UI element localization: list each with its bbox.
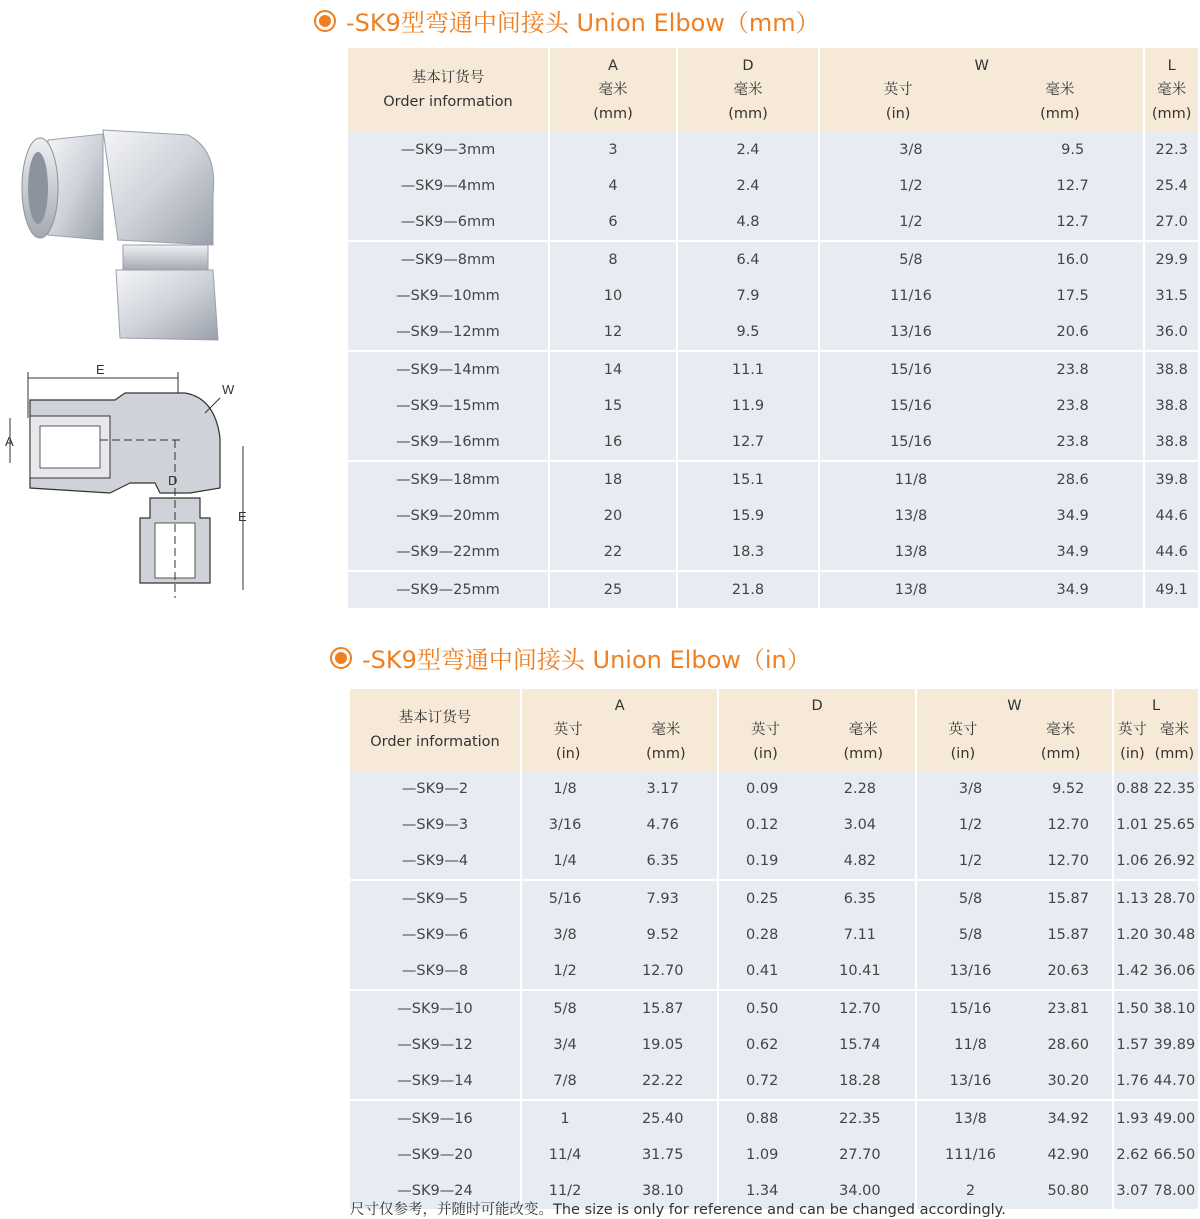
table-row <box>348 571 1198 608</box>
cell-d-in: 0.72 <box>718 1063 805 1100</box>
cell-d-in: 0.25 <box>718 880 805 917</box>
cell-l: 49.1 <box>1144 571 1198 608</box>
col-l-header: L 英寸 (in) 毫米 (mm) <box>1113 689 1198 771</box>
cell-a-mm: 38.10 <box>608 1173 718 1209</box>
cell-a-in: 3/16 <box>521 807 608 843</box>
cell-code: —SK9—14 <box>350 1063 521 1100</box>
cell-w-mm: 23.81 <box>1024 990 1113 1027</box>
table-row <box>348 424 1198 461</box>
cell-d-in: 0.41 <box>718 953 805 990</box>
cell-code: —SK9—16mm <box>348 424 549 461</box>
cell-a: 18 <box>549 461 677 498</box>
cell-w-mm: 42.90 <box>1024 1137 1113 1173</box>
cell-w-mm: 28.60 <box>1024 1027 1113 1063</box>
cell-a-in: 1/8 <box>521 771 608 807</box>
cell-a: 16 <box>549 424 677 461</box>
union-elbow-dimension-drawing <box>0 358 262 603</box>
cell-d: 11.9 <box>677 388 819 424</box>
cell-d: 18.3 <box>677 534 819 571</box>
cell-a: 3 <box>549 132 677 168</box>
in-section-title-text: -SK9型弯通中间接头 Union Elbow（in） <box>362 646 811 674</box>
col-a-header: A 英寸 (in) 毫米 (mm) <box>521 689 718 771</box>
cell-d-in: 0.19 <box>718 843 805 880</box>
cell-a-mm: 15.87 <box>608 990 718 1027</box>
cell-d-in: 1.09 <box>718 1137 805 1173</box>
cell-l-mm: 30.48 <box>1151 917 1198 953</box>
cell-l: 22.3 <box>1144 132 1198 168</box>
cell-l-in: 1.42 <box>1113 953 1151 990</box>
union-elbow-photo <box>8 120 248 350</box>
cell-code: —SK9—14mm <box>348 351 549 388</box>
cell-l-mm: 26.92 <box>1151 843 1198 880</box>
cell-a-mm: 19.05 <box>608 1027 718 1063</box>
cell-w-mm: 23.8 <box>1002 424 1144 461</box>
table-row <box>350 1027 1198 1063</box>
cell-a-mm: 12.70 <box>608 953 718 990</box>
table-row <box>350 1137 1198 1173</box>
cell-l-mm: 36.06 <box>1151 953 1198 990</box>
cell-w-in: 111/16 <box>916 1137 1025 1173</box>
cell-w-in: 2 <box>916 1173 1025 1209</box>
dim-a-label: A <box>5 434 14 449</box>
cell-code: —SK9—4 <box>350 843 521 880</box>
cell-w-in: 13/8 <box>819 534 1002 571</box>
cell-w-mm: 23.8 <box>1002 388 1144 424</box>
cell-l: 27.0 <box>1144 204 1198 241</box>
cell-l-in: 3.07 <box>1113 1173 1151 1209</box>
cell-d-in: 0.12 <box>718 807 805 843</box>
cell-l: 38.8 <box>1144 388 1198 424</box>
cell-d: 6.4 <box>677 241 819 278</box>
cell-a: 6 <box>549 204 677 241</box>
cell-l-mm: 39.89 <box>1151 1027 1198 1063</box>
cell-w-mm: 12.7 <box>1002 168 1144 204</box>
cell-a-in: 1 <box>521 1100 608 1137</box>
cell-d: 2.4 <box>677 132 819 168</box>
cell-w-mm: 15.87 <box>1024 917 1113 953</box>
cell-a: 4 <box>549 168 677 204</box>
cell-code: —SK9—8 <box>350 953 521 990</box>
dim-w-label: W <box>222 382 235 397</box>
cell-d: 11.1 <box>677 351 819 388</box>
cell-l-in: 1.57 <box>1113 1027 1151 1063</box>
col-a-header: A 毫米 (mm) <box>549 48 677 132</box>
cell-w-mm: 16.0 <box>1002 241 1144 278</box>
cell-w-in: 13/8 <box>819 571 1002 608</box>
dim-e-label: E <box>96 362 105 377</box>
table-row <box>350 771 1198 807</box>
cell-w-in: 1/2 <box>819 168 1002 204</box>
cell-a-in: 1/4 <box>521 843 608 880</box>
cell-code: —SK9—4mm <box>348 168 549 204</box>
cell-w-mm: 12.70 <box>1024 843 1113 880</box>
cell-w-in: 13/16 <box>916 953 1025 990</box>
cell-w-mm: 9.5 <box>1002 132 1144 168</box>
cell-l-in: 0.88 <box>1113 771 1151 807</box>
table-row <box>348 278 1198 314</box>
cell-l-mm: 78.00 <box>1151 1173 1198 1209</box>
cell-w-mm: 12.70 <box>1024 807 1113 843</box>
cell-d-mm: 10.41 <box>805 953 916 990</box>
dim-d-label: D <box>168 473 178 488</box>
cell-w-in: 15/16 <box>819 351 1002 388</box>
in-spec-table <box>350 689 1198 1209</box>
cell-a-in: 1/2 <box>521 953 608 990</box>
cell-code: —SK9—8mm <box>348 241 549 278</box>
cell-l-mm: 28.70 <box>1151 880 1198 917</box>
cell-d: 4.8 <box>677 204 819 241</box>
cell-d-in: 0.62 <box>718 1027 805 1063</box>
table-row <box>348 498 1198 534</box>
table-row <box>348 351 1198 388</box>
cell-w-in: 13/8 <box>916 1100 1025 1137</box>
cell-a-in: 5/16 <box>521 880 608 917</box>
cell-l-in: 1.06 <box>1113 843 1151 880</box>
cell-l-mm: 25.65 <box>1151 807 1198 843</box>
cell-d-mm: 3.04 <box>805 807 916 843</box>
cell-d: 12.7 <box>677 424 819 461</box>
table-row <box>348 168 1198 204</box>
cell-l-mm: 66.50 <box>1151 1137 1198 1173</box>
table-row <box>350 990 1198 1027</box>
cell-w-mm: 17.5 <box>1002 278 1144 314</box>
table-row <box>350 807 1198 843</box>
cell-code: —SK9—24 <box>350 1173 521 1209</box>
order-info-header: 基本订货号 Order information <box>350 689 521 771</box>
cell-a: 20 <box>549 498 677 534</box>
cell-l-in: 1.50 <box>1113 990 1151 1027</box>
col-d-header: D 毫米 (mm) <box>677 48 819 132</box>
cell-w-mm: 34.9 <box>1002 498 1144 534</box>
cell-w-in: 15/16 <box>819 424 1002 461</box>
cell-w-in: 13/16 <box>916 1063 1025 1100</box>
cell-d: 2.4 <box>677 168 819 204</box>
cell-d: 9.5 <box>677 314 819 351</box>
in-section-title <box>330 640 811 675</box>
cell-l: 44.6 <box>1144 498 1198 534</box>
table-row <box>348 388 1198 424</box>
cell-a-mm: 7.93 <box>608 880 718 917</box>
table-row <box>348 534 1198 571</box>
cell-l: 29.9 <box>1144 241 1198 278</box>
cell-code: —SK9—6mm <box>348 204 549 241</box>
cell-l-in: 2.62 <box>1113 1137 1151 1173</box>
cell-a-in: 3/8 <box>521 917 608 953</box>
cell-code: —SK9—15mm <box>348 388 549 424</box>
cell-l: 25.4 <box>1144 168 1198 204</box>
cell-code: —SK9—3mm <box>348 132 549 168</box>
cell-a-in: 5/8 <box>521 990 608 1027</box>
cell-w-in: 1/2 <box>819 204 1002 241</box>
cell-a: 8 <box>549 241 677 278</box>
cell-d-mm: 2.28 <box>805 771 916 807</box>
cell-a-mm: 6.35 <box>608 843 718 880</box>
cell-w-mm: 20.6 <box>1002 314 1144 351</box>
cell-w-in: 11/8 <box>916 1027 1025 1063</box>
cell-a-mm: 4.76 <box>608 807 718 843</box>
cell-w-in: 11/8 <box>819 461 1002 498</box>
cell-a-in: 11/2 <box>521 1173 608 1209</box>
cell-w-in: 13/8 <box>819 498 1002 534</box>
cell-d-mm: 18.28 <box>805 1063 916 1100</box>
cell-a-mm: 31.75 <box>608 1137 718 1173</box>
cell-code: —SK9—18mm <box>348 461 549 498</box>
cell-d-mm: 6.35 <box>805 880 916 917</box>
cell-code: —SK9—10mm <box>348 278 549 314</box>
cell-l-mm: 49.00 <box>1151 1100 1198 1137</box>
cell-d: 7.9 <box>677 278 819 314</box>
table-row <box>348 132 1198 168</box>
cell-w-in: 15/16 <box>916 990 1025 1027</box>
cell-a: 15 <box>549 388 677 424</box>
cell-w-mm: 15.87 <box>1024 880 1113 917</box>
dim-e2-label: E <box>238 509 247 524</box>
cell-w-mm: 9.52 <box>1024 771 1113 807</box>
cell-code: —SK9—6 <box>350 917 521 953</box>
cell-a-mm: 22.22 <box>608 1063 718 1100</box>
table-row <box>348 241 1198 278</box>
cell-w-mm: 23.8 <box>1002 351 1144 388</box>
cell-l-in: 1.93 <box>1113 1100 1151 1137</box>
cell-l-mm: 44.70 <box>1151 1063 1198 1100</box>
cell-w-in: 5/8 <box>916 917 1025 953</box>
cell-code: —SK9—20mm <box>348 498 549 534</box>
orange-circle-bullet-icon <box>330 647 352 669</box>
cell-d-mm: 27.70 <box>805 1137 916 1173</box>
cell-d-in: 0.88 <box>718 1100 805 1137</box>
cell-code: —SK9—16 <box>350 1100 521 1137</box>
cell-d: 15.9 <box>677 498 819 534</box>
cell-w-in: 3/8 <box>916 771 1025 807</box>
cell-l: 31.5 <box>1144 278 1198 314</box>
cell-d-mm: 22.35 <box>805 1100 916 1137</box>
table-row <box>350 1100 1198 1137</box>
cell-d-in: 0.50 <box>718 990 805 1027</box>
cell-d-in: 0.28 <box>718 917 805 953</box>
cell-d-mm: 12.70 <box>805 990 916 1027</box>
cell-d-in: 1.34 <box>718 1173 805 1209</box>
orange-circle-bullet-icon <box>314 10 336 32</box>
cell-a-in: 7/8 <box>521 1063 608 1100</box>
table-row <box>350 953 1198 990</box>
mm-section-title <box>314 3 820 38</box>
cell-l: 36.0 <box>1144 314 1198 351</box>
cell-a: 12 <box>549 314 677 351</box>
mm-section-title-text: -SK9型弯通中间接头 Union Elbow（mm） <box>346 9 820 37</box>
cell-a-mm: 3.17 <box>608 771 718 807</box>
cell-a: 10 <box>549 278 677 314</box>
cell-a: 22 <box>549 534 677 571</box>
cell-code: —SK9—20 <box>350 1137 521 1173</box>
cell-l: 38.8 <box>1144 351 1198 388</box>
table-row <box>350 843 1198 880</box>
cell-code: —SK9—10 <box>350 990 521 1027</box>
cell-d: 21.8 <box>677 571 819 608</box>
order-info-header: 基本订货号 Order information <box>348 48 549 132</box>
col-l-header: L 毫米 (mm) <box>1144 48 1198 132</box>
cell-l-mm: 38.10 <box>1151 990 1198 1027</box>
cell-w-mm: 34.92 <box>1024 1100 1113 1137</box>
cell-l-in: 1.01 <box>1113 807 1151 843</box>
cell-code: —SK9—3 <box>350 807 521 843</box>
cell-code: —SK9—5 <box>350 880 521 917</box>
mm-spec-table <box>348 48 1198 608</box>
cell-w-mm: 34.9 <box>1002 571 1144 608</box>
cell-w-in: 15/16 <box>819 388 1002 424</box>
table-row <box>348 204 1198 241</box>
cell-a-mm: 25.40 <box>608 1100 718 1137</box>
cell-w-mm: 20.63 <box>1024 953 1113 990</box>
cell-l: 38.8 <box>1144 424 1198 461</box>
cell-w-in: 5/8 <box>819 241 1002 278</box>
cell-code: —SK9—22mm <box>348 534 549 571</box>
cell-d-in: 0.09 <box>718 771 805 807</box>
cell-w-mm: 28.6 <box>1002 461 1144 498</box>
cell-code: —SK9—25mm <box>348 571 549 608</box>
cell-l-mm: 22.35 <box>1151 771 1198 807</box>
cell-d-mm: 15.74 <box>805 1027 916 1063</box>
col-w-header: W 英寸 (in) 毫米 (mm) <box>819 48 1144 132</box>
cell-w-mm: 34.9 <box>1002 534 1144 571</box>
cell-d-mm: 4.82 <box>805 843 916 880</box>
cell-a: 25 <box>549 571 677 608</box>
cell-a-in: 3/4 <box>521 1027 608 1063</box>
table-row <box>348 314 1198 351</box>
cell-w-in: 1/2 <box>916 843 1025 880</box>
cell-w-mm: 12.7 <box>1002 204 1144 241</box>
cell-code: —SK9—2 <box>350 771 521 807</box>
cell-a-mm: 9.52 <box>608 917 718 953</box>
cell-w-mm: 30.20 <box>1024 1063 1113 1100</box>
cell-l-in: 1.76 <box>1113 1063 1151 1100</box>
cell-a-in: 11/4 <box>521 1137 608 1173</box>
table-row <box>350 917 1198 953</box>
col-w-header: W 英寸 (in) 毫米 (mm) <box>916 689 1113 771</box>
table-row <box>350 880 1198 917</box>
cell-w-in: 13/16 <box>819 314 1002 351</box>
footnote: 尺寸仅参考，并随时可能改变。The size is only for reference and can be changed accordingly. <box>350 1202 1006 1218</box>
cell-w-in: 1/2 <box>916 807 1025 843</box>
cell-l: 44.6 <box>1144 534 1198 571</box>
cell-l-in: 1.13 <box>1113 880 1151 917</box>
cell-d-mm: 7.11 <box>805 917 916 953</box>
cell-code: —SK9—12 <box>350 1027 521 1063</box>
cell-d-mm: 34.00 <box>805 1173 916 1209</box>
cell-w-in: 3/8 <box>819 132 1002 168</box>
cell-a: 14 <box>549 351 677 388</box>
cell-w-in: 11/16 <box>819 278 1002 314</box>
cell-code: —SK9—12mm <box>348 314 549 351</box>
table-row <box>350 1063 1198 1100</box>
cell-d: 15.1 <box>677 461 819 498</box>
col-d-header: D 英寸 (in) 毫米 (mm) <box>718 689 915 771</box>
cell-w-in: 5/8 <box>916 880 1025 917</box>
table-row <box>348 461 1198 498</box>
cell-w-mm: 50.80 <box>1024 1173 1113 1209</box>
cell-l-in: 1.20 <box>1113 917 1151 953</box>
cell-l: 39.8 <box>1144 461 1198 498</box>
